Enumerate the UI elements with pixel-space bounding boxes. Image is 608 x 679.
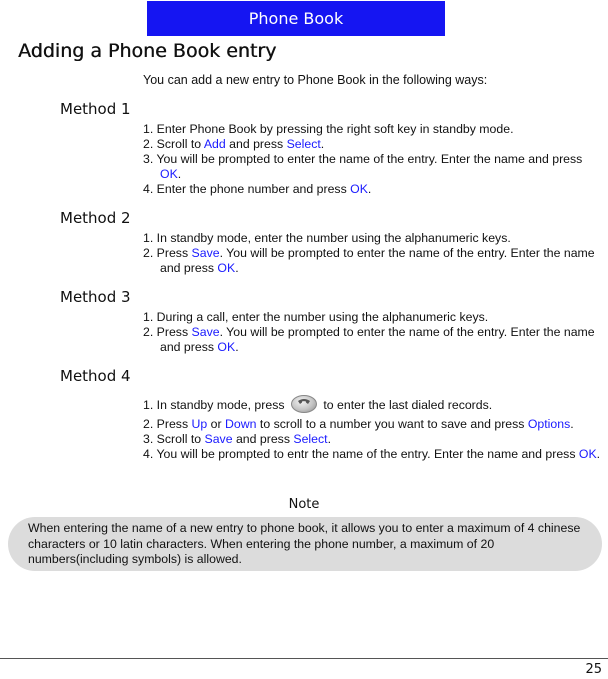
method-3-steps (143, 310, 604, 355)
method-1-step-3: 3. You will be prompted to enter the name of the entry. Enter the name and press OK. (143, 152, 583, 181)
intro-text: You can add a new entry to Phone Book in the following ways: (143, 73, 488, 87)
page-title: Adding a Phone Book entry (18, 40, 277, 62)
save-keyword: Save (191, 246, 220, 260)
options-keyword: Options (527, 417, 571, 431)
select-keyword: Select (293, 432, 328, 446)
section-banner: Phone Book (147, 1, 445, 36)
method-3-step-2: 2. Press Save. You will be prompted to enter the name of the entry. Enter the name and press OK. (143, 325, 595, 354)
select-keyword: Select (286, 137, 321, 151)
method-4-steps (143, 395, 604, 462)
method-4-step-4: 4. You will be prompted to entr the name of the entry. Enter the name and press OK. (143, 447, 601, 461)
up-keyword: Up (191, 417, 208, 431)
method-2-step-1: 1. In standby mode, enter the number using the alphanumeric keys. (143, 231, 511, 245)
footer-divider (0, 658, 608, 659)
method-4-step-2: 2. Press Up or Down to scroll to a number you want to save and press Options. (143, 417, 574, 431)
page-number: 25 (585, 662, 602, 677)
note-box: When entering the name of a new entry to phone book, it allows you to enter a maximum of 4 chinese characters or 10 latin characters. When entering the phone number, a maximum of 20 numbers(including symbols) is allowed. (8, 517, 602, 571)
add-keyword: Add (203, 137, 226, 151)
method-3-step-1: 1. During a call, enter the number using the alphanumeric keys. (143, 310, 489, 324)
note-heading: Note (288, 497, 320, 512)
method-2-step-2: 2. Press Save. You will be prompted to enter the name of the entry. Enter the name and press OK. (143, 246, 595, 275)
down-keyword: Down (225, 417, 257, 431)
method-2-steps (143, 231, 604, 276)
method-1-heading: Method 1 (60, 100, 131, 118)
method-2-heading: Method 2 (60, 209, 131, 227)
ok-keyword: OK (217, 340, 236, 354)
ok-keyword: OK (160, 167, 178, 181)
method-1-step-1: 1. Enter Phone Book by pressing the right soft key in standby mode. (143, 122, 514, 136)
method-4-step-3: 3. Scroll to Save and press Select. (143, 432, 331, 446)
save-keyword: Save (204, 432, 233, 446)
method-4-step-1: 1. In standby mode, press to enter the last dialed records. (143, 395, 604, 413)
ok-keyword: OK (578, 447, 597, 461)
ok-keyword: OK (350, 182, 368, 196)
ok-keyword: OK (217, 261, 236, 275)
method-1-steps (143, 122, 604, 197)
method-3-heading: Method 3 (60, 288, 131, 306)
method-1-step-2: 2. Scroll to Add and press Select. (143, 137, 325, 151)
method-1-step-4: 4. Enter the phone number and press OK. (143, 182, 372, 196)
method-4-heading: Method 4 (60, 367, 131, 385)
save-keyword: Save (191, 325, 220, 339)
phone-send-key-icon (291, 395, 317, 413)
